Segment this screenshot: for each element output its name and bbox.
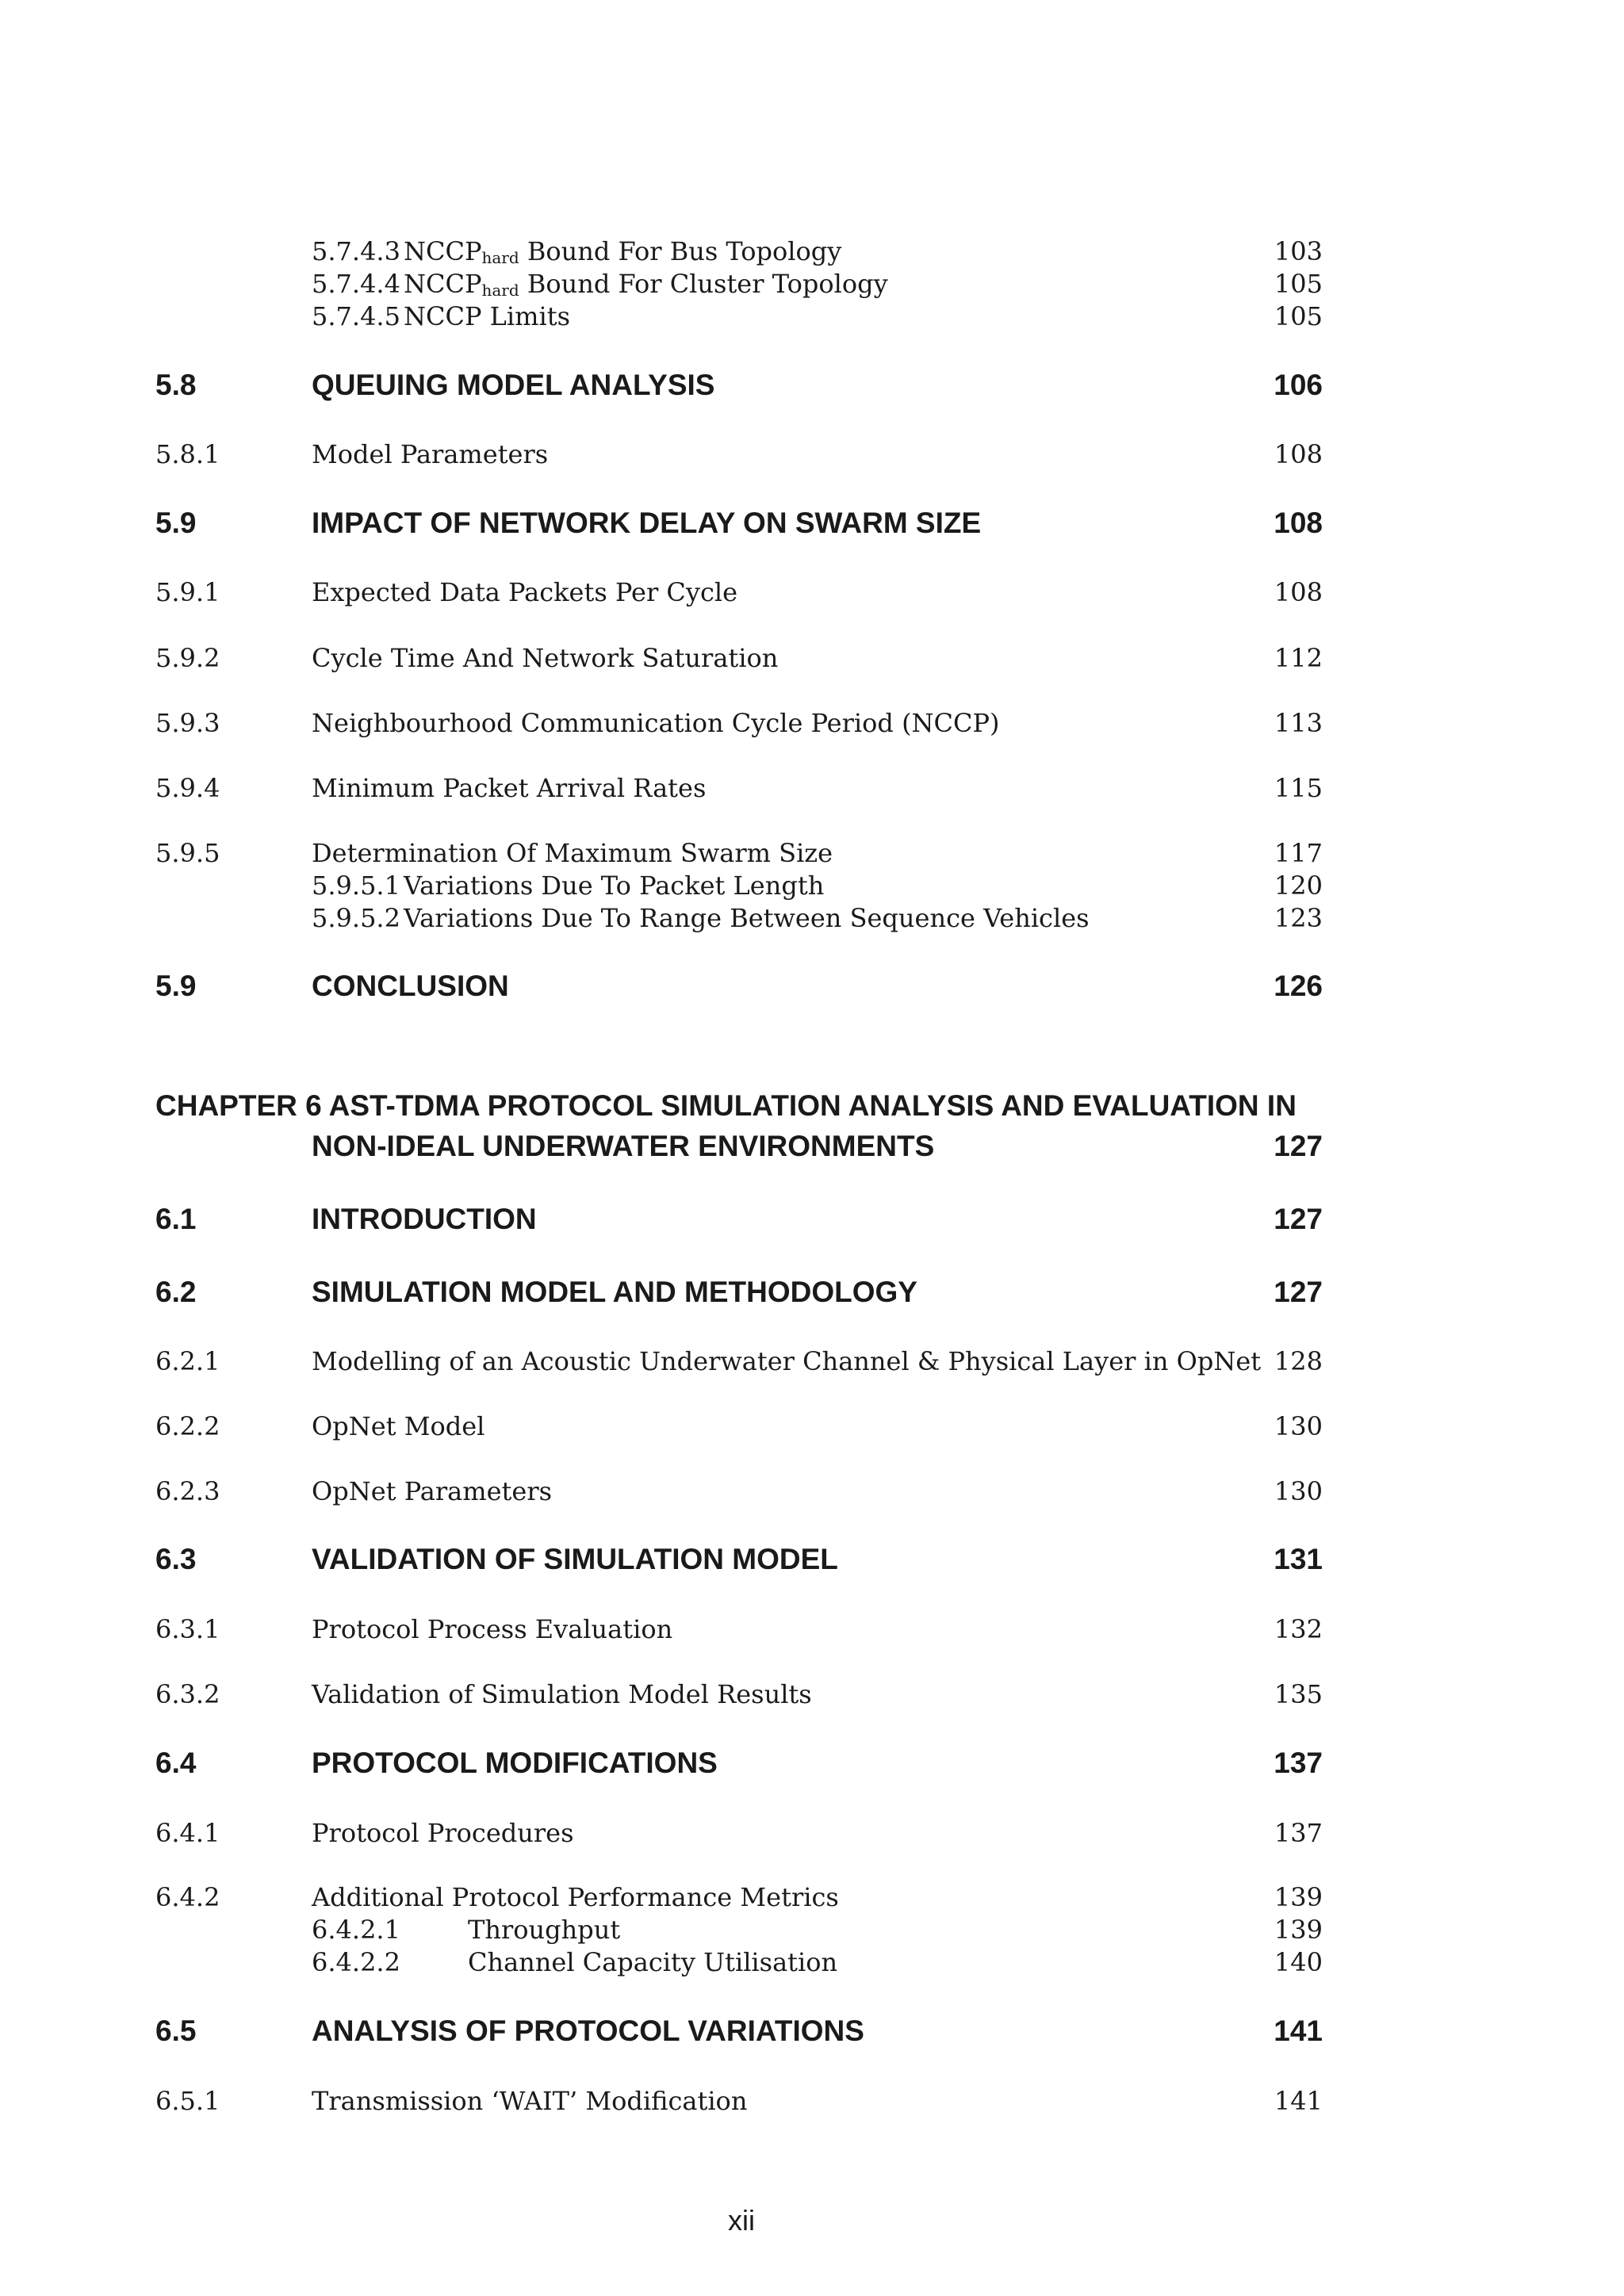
toc-section-page: 127 bbox=[1274, 1203, 1323, 1235]
toc-section-number: 5.8 bbox=[155, 369, 197, 401]
toc-entry-title: Additional Protocol Performance Metrics bbox=[312, 1882, 839, 1912]
toc-entry-number: 5.7.4.4 bbox=[312, 269, 400, 299]
toc-section-number: 6.1 bbox=[155, 1203, 197, 1235]
toc-entry-page: 139 bbox=[1274, 1882, 1323, 1912]
toc-entry-number: 6.4.2 bbox=[155, 1882, 220, 1912]
toc-section-title: INTRODUCTION bbox=[312, 1203, 537, 1235]
toc-entry-number: 6.2.2 bbox=[155, 1411, 220, 1441]
toc-entry-title: Protocol Process Evaluation bbox=[312, 1614, 673, 1644]
toc-entry-number: 5.9.5.2 bbox=[312, 903, 400, 933]
toc-entry-title: OpNet Parameters bbox=[312, 1476, 553, 1506]
toc-entry-number: 6.4.2.2 bbox=[312, 1947, 400, 1977]
toc-entry-number: 5.7.4.5 bbox=[312, 301, 400, 331]
toc-section-number: 6.2 bbox=[155, 1276, 197, 1308]
toc-entry-page: 115 bbox=[1274, 773, 1323, 803]
toc-entry-page: 137 bbox=[1274, 1818, 1323, 1848]
toc-entry-title: Variations Due To Range Between Sequence Vehicles bbox=[404, 903, 1090, 933]
toc-section-page: 127 bbox=[1274, 1276, 1323, 1308]
toc-section-page: 137 bbox=[1274, 1747, 1323, 1779]
subscript-hard: hard bbox=[481, 281, 519, 300]
chapter-page: 127 bbox=[1274, 1130, 1323, 1162]
toc-entry-number: 6.5.1 bbox=[155, 2086, 220, 2116]
subscript-hard: hard bbox=[481, 248, 519, 267]
toc-entry-title: Neighbourhood Communication Cycle Period (NCCP) bbox=[312, 708, 1000, 738]
toc-section-page: 131 bbox=[1274, 1543, 1323, 1575]
toc-entry-page: 135 bbox=[1274, 1679, 1323, 1709]
chapter-title-line-2: NON-IDEAL UNDERWATER ENVIRONMENTS bbox=[312, 1130, 935, 1162]
toc-entry-title: $NCCP_{hard}$ Bound For Cluster Topology bbox=[404, 269, 888, 300]
toc-entry-page: 130 bbox=[1274, 1476, 1323, 1506]
toc-entry-page: 120 bbox=[1274, 871, 1323, 901]
toc-entry-title: Transmission ‘WAIT’ Modification bbox=[312, 2086, 748, 2116]
toc-entry-page: 117 bbox=[1274, 838, 1323, 868]
toc-entry-title: Minimum Packet Arrival Rates bbox=[312, 773, 707, 803]
toc-entry-page: 140 bbox=[1274, 1947, 1323, 1977]
toc-entry-title: NCCP Limits bbox=[404, 301, 571, 331]
toc-entry-title: Channel Capacity Utilisation bbox=[468, 1947, 838, 1977]
toc-entry-number: 5.9.5 bbox=[155, 838, 220, 868]
toc-entry-page: 103 bbox=[1274, 236, 1323, 266]
toc-entry-page: 130 bbox=[1274, 1411, 1323, 1441]
toc-entry-title: Validation of Simulation Model Results bbox=[312, 1679, 812, 1709]
toc-entry-page: 108 bbox=[1274, 439, 1323, 469]
toc-section-page: 108 bbox=[1274, 507, 1323, 539]
toc-section-title: SIMULATION MODEL AND METHODOLOGY bbox=[312, 1276, 917, 1308]
toc-entry-title: Determination Of Maximum Swarm Size bbox=[312, 838, 833, 868]
toc-entry-number: 6.3.1 bbox=[155, 1614, 220, 1644]
toc-entry-number: 5.7.4.3 bbox=[312, 236, 400, 266]
toc-entry-title: Throughput bbox=[468, 1915, 621, 1945]
toc-entry-page: 128 bbox=[1274, 1346, 1323, 1376]
toc-section-page: 141 bbox=[1274, 2015, 1323, 2047]
toc-entry-page: 112 bbox=[1274, 643, 1323, 673]
toc-entry-title: Model Parameters bbox=[312, 439, 549, 469]
toc-section-title: IMPACT OF NETWORK DELAY ON SWARM SIZE bbox=[312, 507, 982, 539]
toc-entry-number: 6.2.3 bbox=[155, 1476, 220, 1506]
toc-entry-number: 6.4.1 bbox=[155, 1818, 220, 1848]
toc-entry-page: 141 bbox=[1274, 2086, 1323, 2116]
toc-entry-number: 5.9.3 bbox=[155, 708, 220, 738]
toc-entry-page: 113 bbox=[1274, 708, 1323, 738]
toc-entry-number: 5.8.1 bbox=[155, 439, 220, 469]
toc-entry-title: Variations Due To Packet Length bbox=[404, 871, 825, 901]
toc-section-title: CONCLUSION bbox=[312, 970, 509, 1002]
toc-entry-page: 123 bbox=[1274, 903, 1323, 933]
toc-entry-number: 5.9.2 bbox=[155, 643, 220, 673]
toc-section-title: PROTOCOL MODIFICATIONS bbox=[312, 1747, 718, 1779]
toc-section-title: VALIDATION OF SIMULATION MODEL bbox=[312, 1543, 838, 1575]
toc-entry-number: 5.9.5.1 bbox=[312, 871, 400, 901]
toc-entry-number: 5.9.4 bbox=[155, 773, 220, 803]
toc-entry-title: Modelling of an Acoustic Underwater Channel & Physical Layer in OpNet bbox=[312, 1346, 1262, 1376]
toc-entry-title: Cycle Time And Network Saturation bbox=[312, 643, 779, 673]
toc-section-number: 5.9 bbox=[155, 970, 197, 1002]
toc-entry-number: 6.3.2 bbox=[155, 1679, 220, 1709]
toc-entry-title: OpNet Model bbox=[312, 1411, 485, 1441]
toc-entry-number: 6.4.2.1 bbox=[312, 1915, 400, 1945]
toc-section-page: 126 bbox=[1274, 970, 1323, 1002]
toc-section-number: 6.5 bbox=[155, 2015, 197, 2047]
toc-entry-title: Expected Data Packets Per Cycle bbox=[312, 577, 738, 607]
toc-section-number: 6.4 bbox=[155, 1747, 197, 1779]
toc-entry-page: 108 bbox=[1274, 577, 1323, 607]
toc-section-number: 5.9 bbox=[155, 507, 197, 539]
toc-entry-number: 5.9.1 bbox=[155, 577, 220, 607]
toc-section-page: 106 bbox=[1274, 369, 1323, 401]
toc-entry-title: $NCCP_{hard}$ Bound For Bus Topology bbox=[404, 236, 842, 267]
toc-entry-number: 6.2.1 bbox=[155, 1346, 220, 1376]
toc-section-title: ANALYSIS OF PROTOCOL VARIATIONS bbox=[312, 2015, 864, 2047]
page-number: xii bbox=[728, 2204, 755, 2237]
toc-entry-page: 105 bbox=[1274, 269, 1323, 299]
toc-entry-page: 139 bbox=[1274, 1915, 1323, 1945]
toc-section-number: 6.3 bbox=[155, 1543, 197, 1575]
toc-entry-page: 132 bbox=[1274, 1614, 1323, 1644]
chapter-title-line-1: CHAPTER 6 AST-TDMA PROTOCOL SIMULATION ANALYSIS AND EVALUATION IN bbox=[155, 1089, 1297, 1122]
toc-section-title: QUEUING MODEL ANALYSIS bbox=[312, 369, 715, 401]
toc-entry-page: 105 bbox=[1274, 301, 1323, 331]
toc-entry-title: Protocol Procedures bbox=[312, 1818, 574, 1848]
